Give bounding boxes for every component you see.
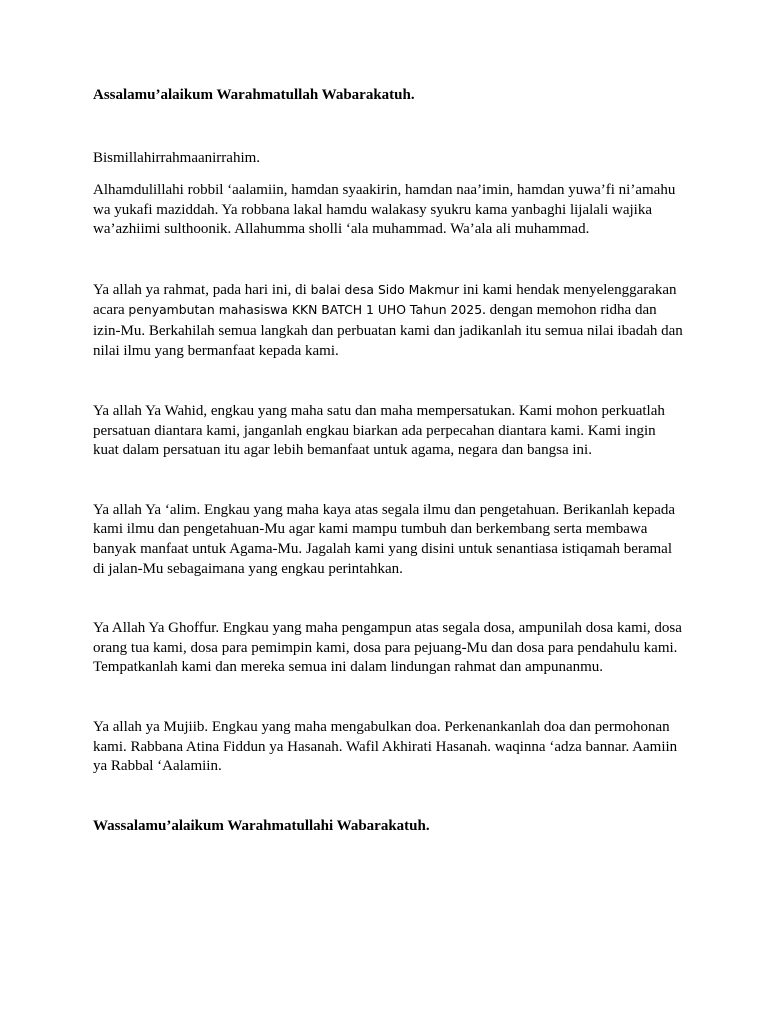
rahmat-text-2: ini kami hendak menyelenggarakan acara [93,281,677,319]
rahmat-text-3: . dengan memohon ridha dan izin-Mu. Berkahilah semua langkah dan perbuatan kami dan jadikanlah itu semua nilai ibadah dan nilai ilmu yang bermanfaat kepada kami. [93,302,683,360]
event-place: balai desa Sido Makmur [310,281,460,297]
event-name: penyambutan mahasiswa KKN BATCH 1 UHO Tahun 2025 [128,302,483,318]
mujiib-paragraph: Ya allah ya Mujiib. Engkau yang maha mengabulkan doa. Perkenankanlah doa dan permohonan kami. Rabbana Atina Fiddun ya Hasanah. Wafil Akhirati Hasanah. waqinna ‘adza bannar. Aamiin ya Rabbal ‘Aalamiin. [93,718,678,775]
opening-greeting: Assalamu’alaikum Warahmatullah Wabarakatuh. [93,87,415,103]
document-body [93,86,685,836]
hamdalah-paragraph: Alhamdulillahi robbil ‘aalamiin, hamdan syaakirin, hamdan naa’imin, hamdan yuwa’fi ni’amahu wa yukafi maziddah. Ya robbana lakal hamdu walakasy syukru kama yanbaghi lijalali wajika wa’azhiimi sulthoonik. Allahumma sholli ‘ala muhammad. Wa’ala ali muhammad. [93,182,676,238]
alim-paragraph: Ya allah Ya ‘alim. Engkau yang maha kaya atas segala ilmu dan pengetahuan. Berikanlah kepada kami ilmu dan pengetahuan-Mu agar kami mampu tumbuh dan berkembang serta membawa banyak manfaat untuk Agama-Mu. Jagalah kami yang disini untuk senantiasa istiqamah beramal di jalan-Mu sebagaimana yang engkau perintahkan. [93,501,676,577]
bismillah-paragraph: Bismillahirrahmaanirrahim. [93,149,261,166]
ghoffur-paragraph: Ya Allah Ya Ghoffur. Engkau yang maha pengampun atas segala dosa, ampunilah dosa kami, dosa orang tua kami, dosa para pemimpin kami, dosa para pejuang-Mu dan dosa para pendahulu kami. Tempatkanlah kami dan mereka semua ini dalam lindungan rahmat dan ampunanmu. [93,620,682,676]
closing-greeting: Wassalamu’alaikum Warahmatullahi Wabarakatuh. [93,817,430,834]
rahmat-paragraph [93,280,685,362]
rahmat-text-1: Ya allah ya rahmat, pada hari ini, di [93,281,311,298]
wahid-paragraph: Ya allah Ya Wahid, engkau yang maha satu dan maha mempersatukan. Kami mohon perkuatlah persatuan diantara kami, janganlah engkau biarkan ada perpecahan diantara kami. Kami ingin kuat dalam persatuan itu agar lebih bemanfaat untuk agama, negara dan bangsa ini. [93,402,665,459]
